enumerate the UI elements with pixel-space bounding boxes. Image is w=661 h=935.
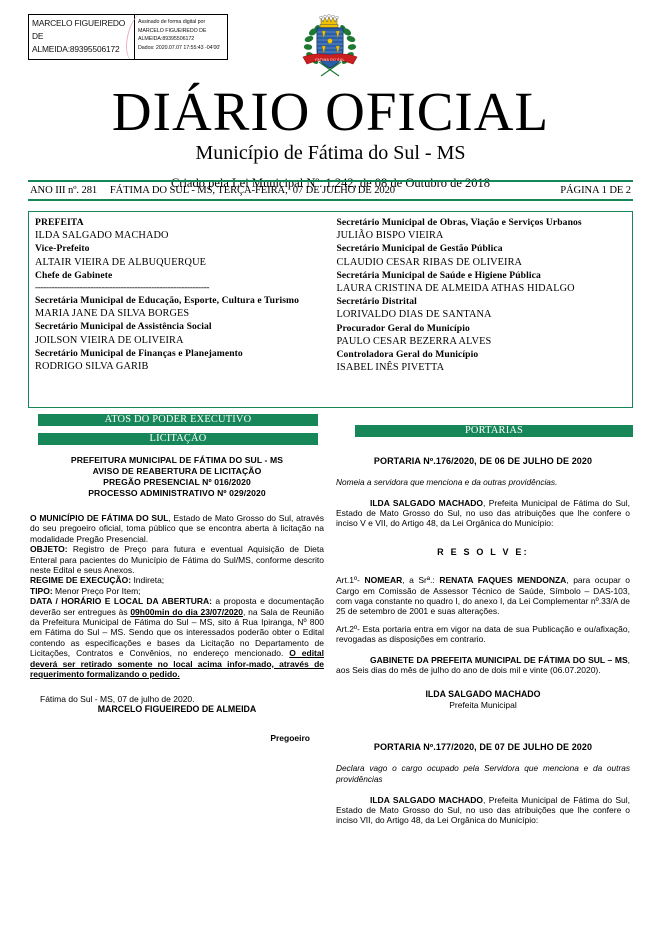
right-column	[336, 455, 630, 826]
issue-bar	[28, 180, 633, 201]
portaria-177-ementa: Declara vago o cargo ocupado pela Servidora que menciona e da outras providências	[336, 763, 630, 785]
official-role: Secretário Municipal de Finanças e Planejamento	[35, 347, 243, 359]
official-role: PREFEITA	[35, 217, 84, 228]
official-role: Procurador Geral do Município	[336, 322, 470, 334]
portaria-176-resolve: R E S O L V E:	[437, 546, 529, 557]
portaria-176-title: PORTARIA Nº.176/2020, DE 06 DE JULHO DE 2020	[373, 456, 593, 466]
official-name: CLAUDIO CESAR RIBAS DE OLIVEIRA	[336, 256, 523, 268]
official-role: Vice-Prefeito	[35, 243, 90, 255]
official-name: JULIÃO BISPO VIEIRA	[336, 230, 444, 242]
officials-column-left	[35, 216, 331, 404]
licitacao-heading-line-4: PROCESSO ADMINISTRATIVO Nº 029/2020	[88, 488, 266, 498]
portaria-176-signer-role: Prefeita Municipal	[449, 700, 517, 711]
data-text-1: a proposta e documentação deverão ser entregues às	[30, 596, 324, 617]
portaria-176-signer-name: ILDA SALGADO MACHADO	[425, 689, 541, 700]
signature-detail-line-3: ALMEIDA:89395506172	[138, 36, 195, 43]
portaria-176-ementa: Nomeia a servidora que menciona e da outras providências.	[336, 477, 558, 487]
data-abertura-value: 09h00min do dia 23/07/2020	[130, 606, 244, 617]
signature-subject-line-1: MARCELO FIGUEIREDO	[32, 18, 126, 28]
official-role: Secretária Municipal de Saúde e Higiene Pública	[336, 269, 541, 281]
licitacao-heading-line-2: AVISO DE REABERTURA DE LICITAÇÃO	[92, 466, 262, 476]
portaria-177-title: PORTARIA Nº.177/2020, DE 07 DE JULHO DE 2020	[373, 742, 593, 753]
data-text-2: , na Sala de Reunião da Prefeitura Municipal de Fátima do Sul – MS, sito á Rua Ipiranga, Nº 800 em Fátima do Sul – MS. Sendo que os interessados poderão obter o Edital contendo as especificações e bases da Licitação no Departamento de Licitações, Contratos e Convênios, no endereço mencionado.	[30, 606, 324, 659]
official-role: Secretário Distrital	[336, 296, 417, 308]
official-role: Secretária Municipal de Educação, Esporte, Cultura e Turismo	[35, 295, 300, 307]
officials-box	[28, 211, 633, 408]
portaria-176-preamble-rest: , Prefeita Municipal de Fátima do Sul, Estado de Mato Grosso do Sul, no uso das atribuições que lhe confere o inciso V e VII, do Artigo 48, da Lei Orgânica do Município:	[336, 497, 631, 529]
portaria-176-art1	[336, 575, 630, 617]
official-role: Secretário Municipal de Assistência Social	[35, 321, 212, 333]
officials-divider: ---------------------------------------------------------------	[35, 283, 210, 294]
official-name: LAURA CRISTINA DE ALMEIDA ATHAS HIDALGO	[336, 283, 575, 295]
signature-details	[135, 15, 227, 59]
official-role: Chefe de Gabinete	[35, 269, 113, 281]
official-role: Controladora Geral do Município	[336, 349, 479, 361]
portaria-176-preamble	[336, 498, 630, 529]
coat-of-arms-icon	[295, 10, 367, 82]
objeto-text: Registro de Preço para futura e eventual Aquisição de Dieta Enteral para pacientes do Município de Fátima do Sul/MS, conforme descrito neste Edital e seus Anexos.	[30, 544, 324, 576]
official-name: LORIVALDO DIAS DE SANTANA	[336, 309, 492, 321]
signature-subject-line-2: DE	[32, 31, 44, 41]
art1-mid: , a Srª.:	[402, 575, 440, 586]
officials-column-right	[331, 216, 627, 404]
official-name: RODRIGO SILVA GARIB	[35, 361, 149, 373]
licitacao-place-date: Fátima do Sul - MS, 07 de julho de 2020.	[40, 693, 195, 704]
licitacao-intro-paragraph	[30, 513, 324, 544]
portaria-176-art2: Art.2º- Esta portaria entra em vigor na data de sua Publicação e ou/afixação, revogadas as disposições em contrario.	[336, 623, 630, 645]
signature-subject	[29, 15, 135, 59]
page-title: DIÁRIO OFICIAL	[111, 81, 550, 142]
signature-detail-line-1: Assinado de forma digital por	[138, 19, 206, 25]
art1-person-name: RENATA FAQUES MENDONZA	[439, 575, 567, 586]
issue-info: ANO III nº. 281 FÁTIMA DO SUL - MS, TERÇA-FEIRA, 07 DE JULHO DE 2020	[30, 185, 395, 196]
section-bar-portarias: PORTARIAS	[355, 425, 633, 437]
section-bar-licitacao: LICITAÇÃO	[38, 433, 318, 445]
signature-detail-line-4: Dados: 2020.07.07 17:55:43 -04'00'	[138, 44, 221, 51]
official-name: MARIA JANE DA SILVA BORGES	[35, 308, 190, 320]
objeto-label: OBJETO:	[30, 544, 68, 555]
edital-retirada-note: O edital deverá ser retirado somente no local acima infor-mado, através de requerimento formalizando o pedido.	[30, 648, 324, 680]
licitacao-data-paragraph	[30, 596, 324, 679]
licitacao-heading-line-1: PREFEITURA MUNICIPAL DE FÁTIMA DO SUL - MS	[70, 455, 284, 465]
digital-signature-stamp	[28, 14, 228, 60]
svg-text:FATIMA DO SUL: FATIMA DO SUL	[315, 58, 345, 62]
official-role: Secretário Municipal de Gestão Pública	[336, 243, 503, 255]
portaria-176-gabinete	[336, 655, 630, 676]
official-name: JOILSON VIEIRA DE OLIVEIRA	[35, 334, 184, 346]
left-column	[30, 455, 324, 743]
portaria-177-preamble-rest: , Prefeita Municipal de Fátima do Sul, Estado de Mato Grosso do Sul, no uso das atribuições que lhe confere o inciso VII, do Artigo 48, da Lei Orgânica do Município:	[336, 794, 631, 826]
licitacao-tipo-paragraph	[30, 586, 324, 596]
gabinete-bold: GABINETE DA PREFEITA MUNICIPAL DE FÁTIMA DO SUL – MS	[370, 654, 628, 665]
art1-prefix: Art.1º-	[336, 575, 365, 586]
signature-subject-line-3: ALMEIDA:89395506172	[32, 44, 120, 54]
portaria-176-preamble-bold: ILDA SALGADO MACHADO	[370, 497, 484, 508]
section-bar-atos-poder-executivo: ATOS DO PODER EXECUTIVO	[38, 414, 318, 426]
official-name: ILDA SALGADO MACHADO	[35, 230, 169, 242]
signature-detail-line-2: MARCELO FIGUEIREDO DE	[138, 27, 207, 34]
licitacao-signer-name: MARCELO FIGUEIREDO DE ALMEIDA	[97, 703, 257, 714]
licitacao-regime-paragraph	[30, 575, 324, 585]
official-name: ALTAIR VIEIRA DE ALBUQUERQUE	[35, 256, 207, 268]
tipo-text: Menor Preço Por Item;	[52, 585, 141, 596]
portaria-177-preamble	[336, 795, 630, 826]
licitacao-intro-bold: O MUNICÍPIO DE FÁTIMA DO SUL	[30, 513, 169, 523]
official-name: PAULO CESAR BEZERRA ALVES	[336, 335, 492, 347]
official-name: ISABEL INÊS PIVETTA	[336, 362, 445, 374]
licitacao-objeto-paragraph	[30, 544, 324, 575]
page-indicator: PÁGINA 1 DE 2	[560, 185, 631, 196]
licitacao-heading-line-3: PREGÃO PRESENCIAL Nº 016/2020	[103, 477, 251, 487]
regime-label: REGIME DE EXECUÇÃO:	[30, 575, 132, 586]
masthead-law-line: Criado pela Lei Municipal Nº. 1.242, de 08 de Outubro de 2018	[170, 176, 491, 190]
gabinete-rest: , aos Seis dias do mês de julho do ano de dois mil e vinte (06.07.2020).	[336, 654, 630, 676]
official-role: Secretário Municipal de Obras, Viação e Serviços Urbanos	[336, 217, 582, 228]
portaria-177-preamble-bold: ILDA SALGADO MACHADO	[370, 794, 484, 805]
tipo-label: TIPO:	[30, 585, 53, 596]
masthead	[0, 81, 661, 191]
art1-verb: NOMEAR	[364, 575, 403, 586]
data-label: DATA / HORÁRIO E LOCAL DA ABERTURA:	[30, 596, 213, 607]
art1-rest: , para ocupar o Cargo em Comissão de Assessor Técnico de Saúde, Símbolo – DAS-103, com vaga constante no quadro I, do anexo I, da Lei Complementar nº.33/A de 25 de setembro de 2001 e suas alterações.	[336, 575, 631, 617]
masthead-subtitle: Município de Fátima do Sul - MS	[195, 142, 466, 164]
licitacao-intro-rest: , Estado de Mato Grosso do Sul, através do seu pregoeiro oficial, toma público que se encontra aberta à licitação na modalidade Pregão Presencial.	[30, 513, 324, 544]
licitacao-signer-role: Pregoeiro	[270, 732, 310, 743]
regime-text: Indireta;	[131, 575, 165, 586]
